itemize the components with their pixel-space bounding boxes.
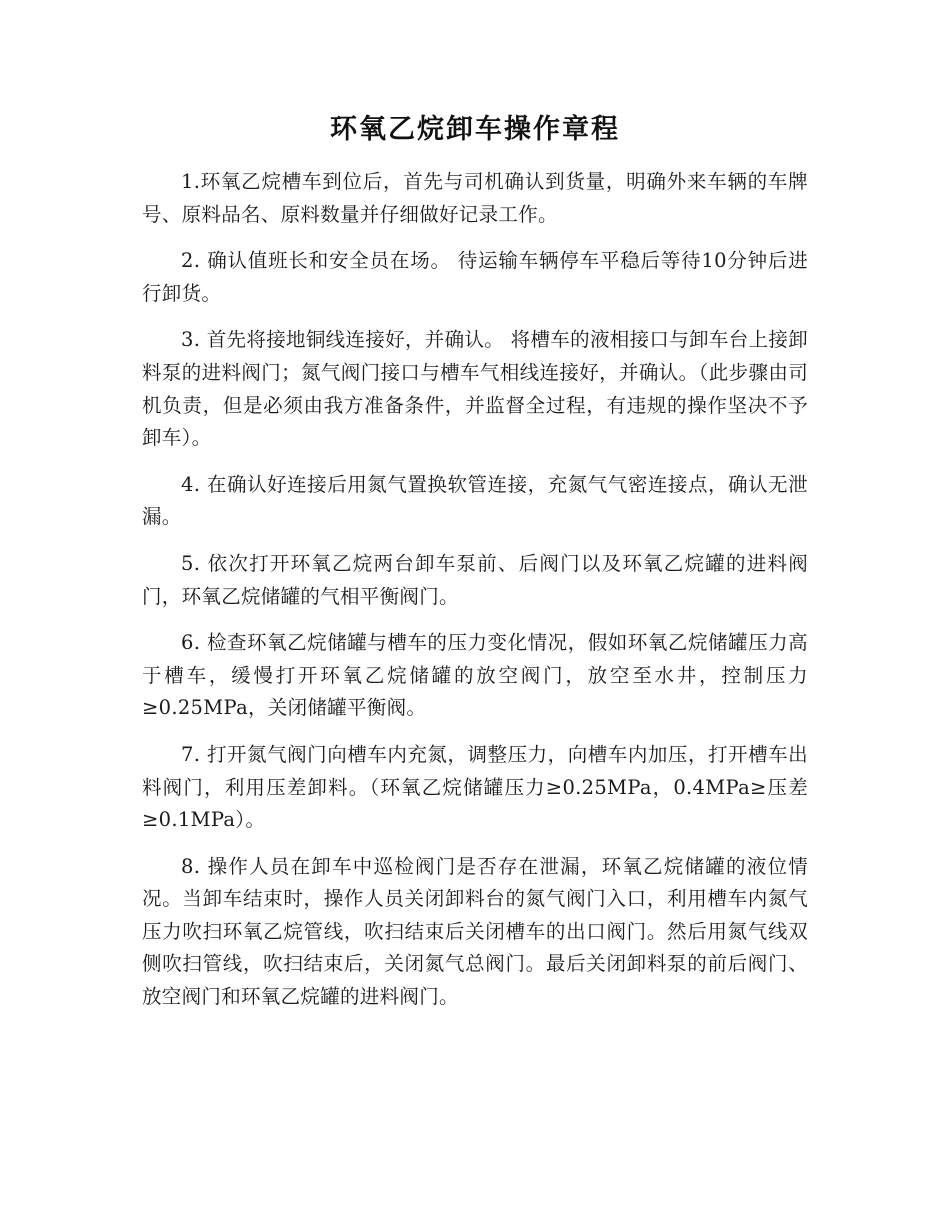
paragraph-step-6: 6. 检查环氧乙烷储罐与槽车的压力变化情况，假如环氧乙烷储罐压力高于槽车，缓慢打开环氧乙烷储罐的放空阀门，放空至水井，控制压力≥0.25MPa，关闭储罐平衡阀。 xyxy=(142,631,808,720)
paragraph-step-3: 3. 首先将接地铜线连接好，并确认。 将槽车的液相接口与卸车台上接卸料泵的进料阀门；氮气阀门接口与槽车气相线连接好，并确认。（此步骤由司机负责，但是必须由我方准备条件，并监督全过程，有违规的操作坚决不予卸车）。 xyxy=(142,328,808,450)
paragraph-step-7: 7. 打开氮气阀门向槽车内充氮，调整压力，向槽车内加压，打开槽车出料阀门，利用压差卸料。（环氧乙烷储罐压力≥0.25MPa，0.4MPa≥压差≥0.1MPa）。 xyxy=(142,742,808,832)
document-title: 环氧乙烷卸车操作章程 xyxy=(330,114,620,145)
paragraph-step-2: 2. 确认值班长和安全员在场。 待运输车辆停车平稳后等待10分钟后进行卸货。 xyxy=(142,249,808,305)
paragraph-step-5: 5. 依次打开环氧乙烷两台卸车泵前、后阀门以及环氧乙烷罐的进料阀门，环氧乙烷储罐的气相平衡阀门。 xyxy=(142,551,808,608)
paragraph-step-1: 1.环氧乙烷槽车到位后，首先与司机确认到货量，明确外来车辆的车牌号、原料品名、原料数量并仔细做好记录工作。 xyxy=(142,170,808,226)
paragraph-step-4: 4. 在确认好连接后用氮气置换软管连接，充氮气气密连接点，确认无泄漏。 xyxy=(142,472,808,529)
paragraph-step-8: 8. 操作人员在卸车中巡检阀门是否存在泄漏，环氧乙烷储罐的液位情况。当卸车结束时，操作人员关闭卸料台的氮气阀门入口，利用槽车内氮气压力吹扫环氧乙烷管线，吹扫结束后关闭槽车的出口阀门。然后用氮气线双侧吹扫管线，吹扫结束后，关闭氮气总阀门。最后关闭卸料泵的前后阀门、放空阀门和环氧乙烷罐的进料阀门。 xyxy=(142,854,808,1009)
document-body xyxy=(142,166,808,1028)
